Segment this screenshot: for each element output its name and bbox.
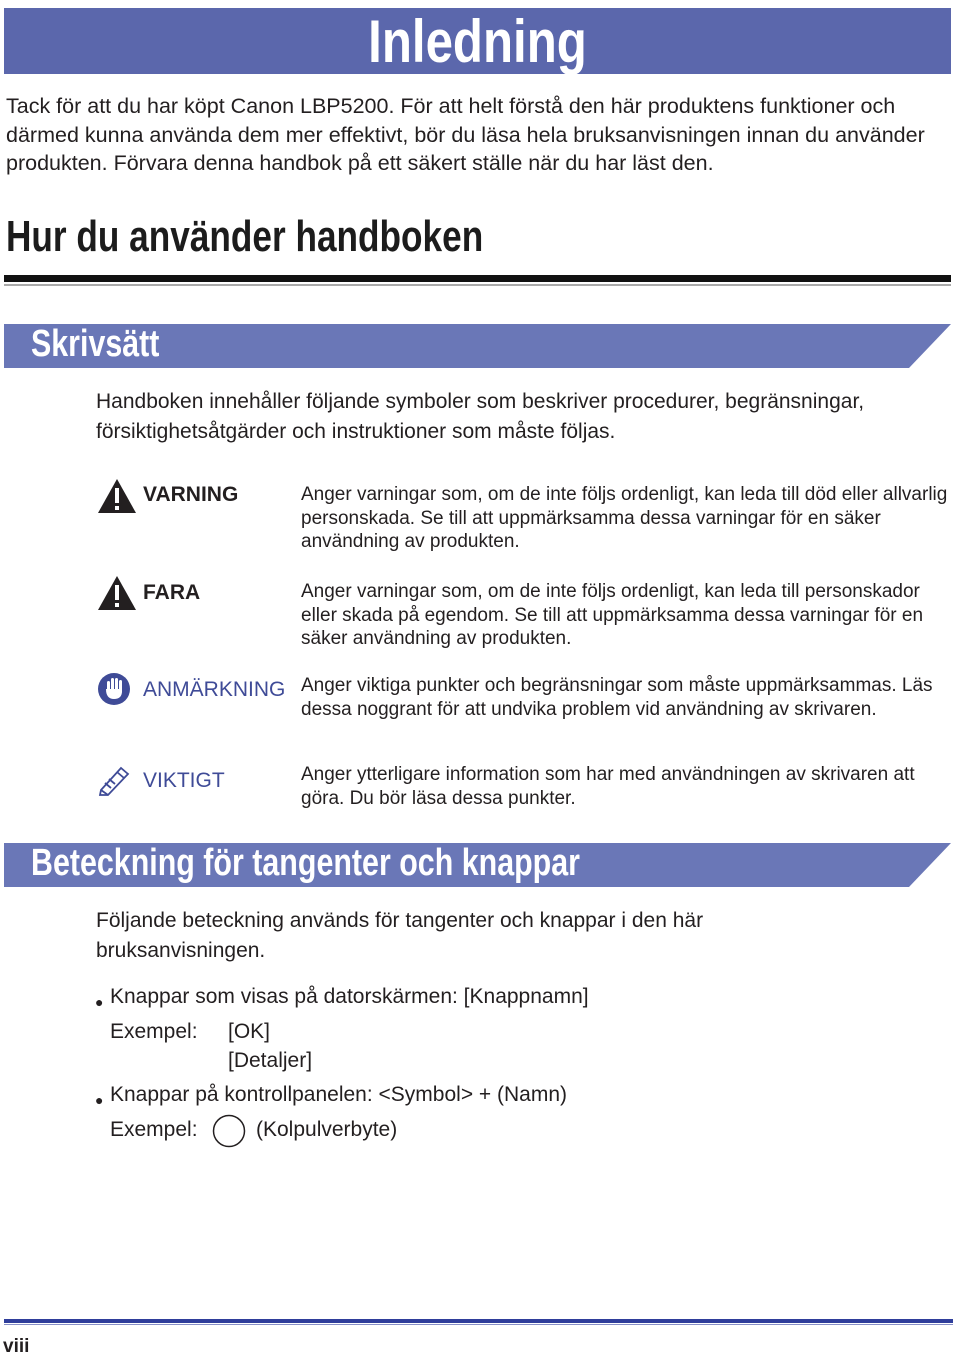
caution-triangle-icon [97,575,137,611]
warning-triangle-icon [97,478,137,514]
label-caution: FARA [143,581,201,604]
example-label-1: Exempel: [110,1020,198,1043]
bullet-dot: ● [95,1092,104,1108]
example-toner: (Kolpulverbyte) [256,1118,398,1141]
desc-caution: Anger varningar som, om de inte följs ordenligt, kan leda till personskador eller skada på egendom. Se till att uppmärksamma dessa varningar för en säker användning av produkten. [301,581,924,649]
example-ok: [OK] [228,1020,271,1043]
intro-paragraph: Tack för att du har köpt Canon LBP5200. För att helt förstå den här produktens funktioner och därmed kunna använda dem mer effektivt, bör du läsa hela bruksanvisningen innan du använder produkten. Förvara denna handbok på ett säkert ställe när du har läst den. [6,94,925,175]
bullet-screen-buttons: Knappar som visas på datorskärmen: [Knappnamn] [110,985,589,1008]
example-details: [Detaljer] [228,1049,313,1072]
footer-rule-shadow [4,1324,953,1325]
example-label-2: Exempel: [110,1118,198,1141]
pencil-note-icon [97,764,131,796]
label-warning: VARNING [143,483,239,506]
writing-intro: Handboken innehåller följande symboler som beskriver procedurer, begränsningar, försiktighetsåtgärder och instruktioner som måste följas. [96,390,865,443]
desc-important: Anger ytterligare information som har med användningen av skrivaren att göra. Du bör läsa dessa punkter. [301,764,915,809]
bullet-dot: ● [95,994,104,1010]
keys-intro: Följande beteckning används för tangenter och knappar i den här bruksanvisningen. [96,909,704,962]
heading-rule-shadow [4,284,951,286]
label-important: VIKTIGT [143,769,225,792]
section-title-writing: Skrivsätt [31,323,160,365]
panel-button-icon [212,1114,246,1148]
bullet-panel-buttons: Knappar på kontrollpanelen: <Symbol> + (Namn) [110,1083,568,1106]
title-bar [4,8,951,74]
page-number: viii [3,1336,30,1357]
section-heading-main: Hur du använder handboken [6,212,484,261]
desc-warning: Anger varningar som, om de inte följs ordenligt, kan leda till död eller allvarlig personskada. Se till att uppmärksamma dessa varningar för en säker användning av produkten. [301,484,948,552]
section-title-keys: Beteckning för tangenter och knappar [31,842,580,884]
footer-rule [4,1319,953,1323]
heading-rule [4,275,951,282]
page-title: Inledning [368,8,587,75]
label-note: ANMÄRKNING [143,678,286,701]
desc-note: Anger viktiga punkter och begränsningar som måste uppmärksammas. Läs dessa noggrant för att undvika problem vid användning av skrivaren. [301,675,933,720]
hand-stop-icon [97,672,131,706]
